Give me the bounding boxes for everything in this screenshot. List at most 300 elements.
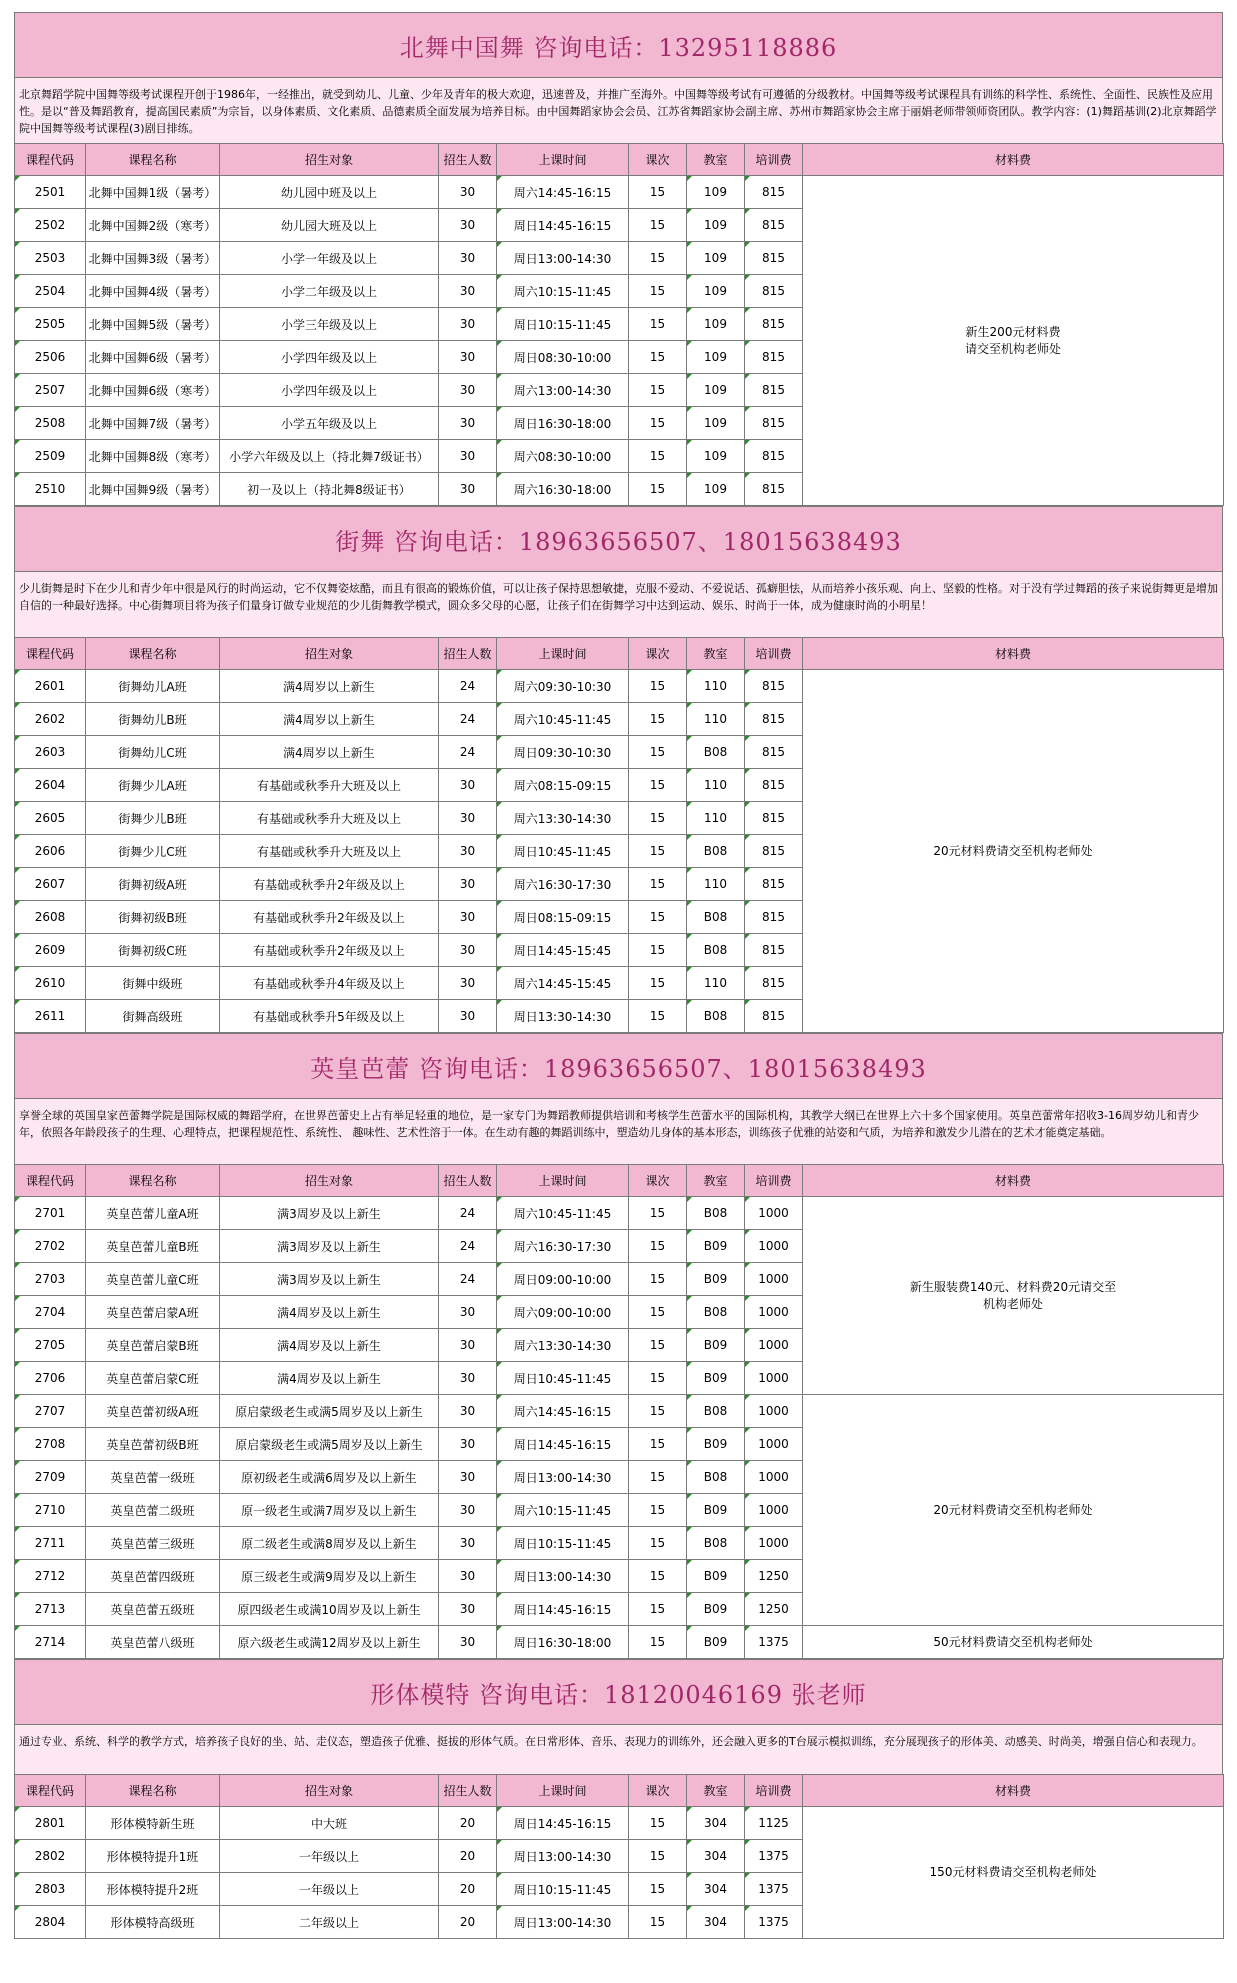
table-cell: 815 [745, 934, 803, 967]
table-cell: 30 [439, 1626, 497, 1659]
table-cell: 北舞中国舞9级（暑考） [86, 473, 220, 506]
table-cell: 815 [745, 1000, 803, 1033]
section-description: 北京舞蹈学院中国舞等级考试课程开创于1986年，一经推出，就受到幼儿、儿童、少年及青年的极大欢迎，迅速普及，并推广至海外。中国舞等级考试有可遵循的分级教材。中国舞等级考试课程具有训练的科学性、系统性、全面性、民族性及应用性。是以“普及舞蹈教育，提高国民素质”为宗旨，以身体素质、文化素质、品德素质全面发展为培养目标。由中国舞蹈家协会会员、江苏省舞蹈家协会副主席、苏州市舞蹈家协会主席于丽娟老师带领师资团队。教学内容：(1)舞蹈基训(2)北京舞蹈学院中国舞等级考试课程(3)剧目排练。 [14, 77, 1223, 143]
column-header: 课程名称 [86, 638, 220, 670]
column-header: 招生人数 [439, 1775, 497, 1807]
table-cell: 街舞幼儿A班 [86, 670, 220, 703]
table-cell: 15 [629, 703, 687, 736]
table-cell: 15 [629, 341, 687, 374]
table-cell: 周日14:45-15:45 [497, 934, 629, 967]
table-cell: 15 [629, 1494, 687, 1527]
table-cell: 30 [439, 967, 497, 1000]
table-cell: 109 [687, 341, 745, 374]
table-cell: 2705 [15, 1329, 86, 1362]
table-cell: 30 [439, 407, 497, 440]
table-cell: 2502 [15, 209, 86, 242]
column-header: 招生人数 [439, 1165, 497, 1197]
table-cell: 2510 [15, 473, 86, 506]
table-cell: 小学一年级及以上 [220, 242, 439, 275]
table-cell: 815 [745, 703, 803, 736]
column-header: 招生对象 [220, 1775, 439, 1807]
table-cell: 30 [439, 308, 497, 341]
column-header: 培训费 [745, 1775, 803, 1807]
table-cell: 15 [629, 1197, 687, 1230]
table-cell: 中大班 [220, 1807, 439, 1840]
table-cell: 24 [439, 1263, 497, 1296]
table-cell: 满4周岁以上新生 [220, 670, 439, 703]
table-cell: 满4周岁及以上新生 [220, 1362, 439, 1395]
table-cell: 周日13:00-14:30 [497, 1906, 629, 1939]
table-cell: 街舞少儿C班 [86, 835, 220, 868]
table-cell: B08 [687, 1527, 745, 1560]
table-cell: 1375 [745, 1873, 803, 1906]
table-cell: 周六08:30-10:00 [497, 440, 629, 473]
table-cell: 815 [745, 473, 803, 506]
table-cell: 周日08:15-09:15 [497, 901, 629, 934]
column-header: 招生人数 [439, 638, 497, 670]
table-cell: 街舞高级班 [86, 1000, 220, 1033]
table-cell: 815 [745, 901, 803, 934]
table-cell: 109 [687, 440, 745, 473]
table-cell: 2708 [15, 1428, 86, 1461]
table-cell: 1000 [745, 1527, 803, 1560]
table-cell: 2801 [15, 1807, 86, 1840]
table-cell: 815 [745, 440, 803, 473]
table-cell: 有基础或秋季升大班及以上 [220, 769, 439, 802]
table-cell: B08 [687, 1197, 745, 1230]
table-cell: 周六14:45-15:45 [497, 967, 629, 1000]
table-cell: 街舞少儿A班 [86, 769, 220, 802]
column-header: 教室 [687, 1775, 745, 1807]
table-cell: 2702 [15, 1230, 86, 1263]
table-cell: 15 [629, 736, 687, 769]
column-header: 课次 [629, 144, 687, 176]
table-cell: 有基础或秋季升5年级及以上 [220, 1000, 439, 1033]
table-cell: 周日10:15-11:45 [497, 308, 629, 341]
section-title: 英皇芭蕾 咨询电话：18963656507、18015638493 [14, 1033, 1223, 1098]
table-cell: B08 [687, 835, 745, 868]
table-cell: 有基础或秋季升大班及以上 [220, 802, 439, 835]
table-cell: 15 [629, 1527, 687, 1560]
table-cell: 满4周岁以上新生 [220, 736, 439, 769]
table-cell: 110 [687, 769, 745, 802]
table-cell: 原启蒙级老生或满5周岁及以上新生 [220, 1428, 439, 1461]
table-cell: 30 [439, 1593, 497, 1626]
table-cell: 周日09:00-10:00 [497, 1263, 629, 1296]
table-cell: 2603 [15, 736, 86, 769]
table-cell: 周六13:00-14:30 [497, 374, 629, 407]
table-cell: 15 [629, 1000, 687, 1033]
table-cell: 30 [439, 1362, 497, 1395]
table-cell: 1000 [745, 1263, 803, 1296]
table-cell: 304 [687, 1873, 745, 1906]
course-table [14, 1774, 1224, 1939]
table-cell: 30 [439, 769, 497, 802]
table-cell: 15 [629, 308, 687, 341]
column-header: 课次 [629, 638, 687, 670]
table-cell: 2503 [15, 242, 86, 275]
table-cell: 2602 [15, 703, 86, 736]
table-cell: 周日14:45-16:15 [497, 1428, 629, 1461]
table-cell: 15 [629, 769, 687, 802]
table-cell: 24 [439, 1230, 497, 1263]
table-cell: B08 [687, 1000, 745, 1033]
table-cell: 30 [439, 1494, 497, 1527]
table-cell: 15 [629, 209, 687, 242]
table-cell: 英皇芭蕾启蒙C班 [86, 1362, 220, 1395]
table-cell: B08 [687, 1461, 745, 1494]
table-cell: 北舞中国舞7级（暑考） [86, 407, 220, 440]
table-cell: 109 [687, 473, 745, 506]
table-cell: 满4周岁及以上新生 [220, 1296, 439, 1329]
table-cell: 15 [629, 176, 687, 209]
section-description: 通过专业、系统、科学的教学方式，培养孩子良好的坐、站、走仪态，塑造孩子优雅、挺拔的形体气质。在日常形体、音乐、表现力的训练外，还会融入更多的T台展示模拟训练，充分展现孩子的形体美、动感美、时尚美，增强自信心和表现力。 [14, 1724, 1223, 1774]
table-cell: B08 [687, 1296, 745, 1329]
table-cell: B09 [687, 1230, 745, 1263]
table-cell: 2506 [15, 341, 86, 374]
column-header: 课程代码 [15, 1775, 86, 1807]
column-header: 课程名称 [86, 1775, 220, 1807]
column-header: 教室 [687, 144, 745, 176]
table-cell: 2605 [15, 802, 86, 835]
column-header: 上课时间 [497, 1775, 629, 1807]
column-header: 招生对象 [220, 144, 439, 176]
table-cell: 周日14:45-16:15 [497, 1593, 629, 1626]
table-cell: 30 [439, 1560, 497, 1593]
column-header: 材料费 [803, 1165, 1224, 1197]
table-header-row [15, 1165, 1224, 1197]
table-cell: 周日10:15-11:45 [497, 1873, 629, 1906]
table-cell: 1375 [745, 1840, 803, 1873]
column-header: 上课时间 [497, 638, 629, 670]
table-cell: 原四级老生或满10周岁及以上新生 [220, 1593, 439, 1626]
table-cell: 1250 [745, 1560, 803, 1593]
table-cell: 110 [687, 703, 745, 736]
table-cell: 周日13:30-14:30 [497, 1000, 629, 1033]
table-cell: 2802 [15, 1840, 86, 1873]
table-cell: 小学二年级及以上 [220, 275, 439, 308]
table-cell: 15 [629, 1296, 687, 1329]
table-cell: 街舞幼儿B班 [86, 703, 220, 736]
table-cell: 30 [439, 209, 497, 242]
table-cell: 15 [629, 1593, 687, 1626]
table-cell: 周日10:15-11:45 [497, 1527, 629, 1560]
table-cell: 形体模特提升2班 [86, 1873, 220, 1906]
table-cell: 1125 [745, 1807, 803, 1840]
table-cell: B09 [687, 1494, 745, 1527]
section-title: 形体模特 咨询电话：18120046169 张老师 [14, 1659, 1223, 1724]
table-cell: 15 [629, 802, 687, 835]
table-cell: 24 [439, 1197, 497, 1230]
table-cell: 英皇芭蕾启蒙B班 [86, 1329, 220, 1362]
table-cell: 小学四年级及以上 [220, 374, 439, 407]
table-cell: 周六08:15-09:15 [497, 769, 629, 802]
table-cell: 2712 [15, 1560, 86, 1593]
table-cell: 街舞初级A班 [86, 868, 220, 901]
table-cell: 1000 [745, 1329, 803, 1362]
table-cell: 有基础或秋季升大班及以上 [220, 835, 439, 868]
table-cell: 15 [629, 1873, 687, 1906]
table-cell: 815 [745, 308, 803, 341]
table-cell: 15 [629, 901, 687, 934]
table-cell: 304 [687, 1840, 745, 1873]
table-cell: 15 [629, 1362, 687, 1395]
table-cell: 一年级以上 [220, 1873, 439, 1906]
table-cell: 英皇芭蕾一级班 [86, 1461, 220, 1494]
course-table [14, 637, 1224, 1033]
table-cell: 1250 [745, 1593, 803, 1626]
column-header: 上课时间 [497, 144, 629, 176]
table-cell: 周六10:45-11:45 [497, 1197, 629, 1230]
column-header: 材料费 [803, 1775, 1224, 1807]
table-cell: 2710 [15, 1494, 86, 1527]
table-cell: 周日09:30-10:30 [497, 736, 629, 769]
material-fee-note: 新生服装费140元、材料费20元请交至 机构老师处 [803, 1197, 1224, 1395]
table-cell: 30 [439, 802, 497, 835]
table-cell: 2607 [15, 868, 86, 901]
table-cell: 15 [629, 374, 687, 407]
table-cell: 15 [629, 868, 687, 901]
table-header-row [15, 638, 1224, 670]
table-cell: 2501 [15, 176, 86, 209]
material-fee-note: 新生200元材料费 请交至机构老师处 [803, 176, 1224, 506]
table-header-row [15, 1775, 1224, 1807]
table-cell: 1000 [745, 1362, 803, 1395]
table-cell: 2507 [15, 374, 86, 407]
table-row [15, 1626, 1224, 1659]
table-cell: 109 [687, 242, 745, 275]
table-cell: 110 [687, 802, 745, 835]
table-cell: 北舞中国舞8级（寒考） [86, 440, 220, 473]
table-row [15, 670, 1224, 703]
table-cell: 2707 [15, 1395, 86, 1428]
column-header: 上课时间 [497, 1165, 629, 1197]
table-cell: 周日13:00-14:30 [497, 242, 629, 275]
table-cell: 110 [687, 868, 745, 901]
table-cell: 形体模特新生班 [86, 1807, 220, 1840]
table-cell: 15 [629, 242, 687, 275]
table-cell: 周六13:30-14:30 [497, 802, 629, 835]
table-cell: 2701 [15, 1197, 86, 1230]
table-header-row [15, 144, 1224, 176]
section-description: 少儿街舞是时下在少儿和青少年中很是风行的时尚运动，它不仅舞姿炫酷，而且有很高的锻炼价值，可以让孩子保持思想敏捷，克服不爱动、不爱说话、孤癖胆怯，从而培养小孩乐观、向上、坚毅的性格。对于没有学过舞蹈的孩子来说街舞更是增加自信的一种最好选择。中心街舞项目将为孩子们量身订做专业规范的少儿街舞教学模式，圆众多父母的心愿，让孩子们在街舞学习中达到运动、娱乐、时尚于一体，成为健康时尚的小明星！ [14, 571, 1223, 637]
column-header: 培训费 [745, 144, 803, 176]
table-cell: 幼儿园中班及以上 [220, 176, 439, 209]
table-cell: 原初级老生或满6周岁及以上新生 [220, 1461, 439, 1494]
table-cell: 周日10:45-11:45 [497, 835, 629, 868]
table-row [15, 1197, 1224, 1230]
table-cell: 周日08:30-10:00 [497, 341, 629, 374]
table-cell: 1375 [745, 1906, 803, 1939]
table-cell: 周六10:15-11:45 [497, 1494, 629, 1527]
column-header: 材料费 [803, 638, 1224, 670]
table-cell: 15 [629, 1626, 687, 1659]
table-cell: 周六09:30-10:30 [497, 670, 629, 703]
table-cell: 15 [629, 1807, 687, 1840]
table-cell: 英皇芭蕾初级B班 [86, 1428, 220, 1461]
table-cell: 2803 [15, 1873, 86, 1906]
table-cell: 原六级老生或满12周岁及以上新生 [220, 1626, 439, 1659]
table-cell: 幼儿园大班及以上 [220, 209, 439, 242]
table-cell: 109 [687, 275, 745, 308]
table-cell: 2714 [15, 1626, 86, 1659]
table-cell: 2609 [15, 934, 86, 967]
table-cell: 815 [745, 736, 803, 769]
table-cell: 英皇芭蕾三级班 [86, 1527, 220, 1560]
column-header: 培训费 [745, 638, 803, 670]
table-cell: 109 [687, 407, 745, 440]
table-cell: 原启蒙级老生或满5周岁及以上新生 [220, 1395, 439, 1428]
table-cell: 周六14:45-16:15 [497, 1395, 629, 1428]
table-cell: 英皇芭蕾初级A班 [86, 1395, 220, 1428]
table-cell: 30 [439, 176, 497, 209]
column-header: 课次 [629, 1775, 687, 1807]
table-cell: 815 [745, 407, 803, 440]
table-cell: 2604 [15, 769, 86, 802]
table-cell: 满4周岁及以上新生 [220, 1329, 439, 1362]
table-cell: 20 [439, 1873, 497, 1906]
material-fee-note: 50元材料费请交至机构老师处 [803, 1626, 1224, 1659]
table-cell: 815 [745, 769, 803, 802]
section-title: 北舞中国舞 咨询电话：13295118886 [14, 12, 1223, 77]
table-cell: 周日16:30-18:00 [497, 1626, 629, 1659]
table-cell: 周日14:45-16:15 [497, 1807, 629, 1840]
table-cell: 英皇芭蕾五级班 [86, 1593, 220, 1626]
table-cell: 815 [745, 835, 803, 868]
table-cell: 周日13:00-14:30 [497, 1461, 629, 1494]
table-cell: 304 [687, 1906, 745, 1939]
column-header: 课程名称 [86, 1165, 220, 1197]
table-cell: 周日10:45-11:45 [497, 1362, 629, 1395]
table-cell: 小学三年级及以上 [220, 308, 439, 341]
table-cell: 30 [439, 1329, 497, 1362]
table-cell: 30 [439, 1000, 497, 1033]
column-header: 课程代码 [15, 1165, 86, 1197]
table-cell: 街舞初级B班 [86, 901, 220, 934]
table-cell: 2804 [15, 1906, 86, 1939]
table-cell: 小学四年级及以上 [220, 341, 439, 374]
table-cell: 英皇芭蕾儿童A班 [86, 1197, 220, 1230]
column-header: 培训费 [745, 1165, 803, 1197]
table-cell: 满4周岁以上新生 [220, 703, 439, 736]
table-cell: 周六16:30-17:30 [497, 868, 629, 901]
table-cell: 1000 [745, 1197, 803, 1230]
table-cell: 24 [439, 736, 497, 769]
table-row [15, 176, 1224, 209]
table-cell: 1000 [745, 1494, 803, 1527]
table-cell: 2504 [15, 275, 86, 308]
table-cell: 2508 [15, 407, 86, 440]
table-cell: 30 [439, 374, 497, 407]
table-cell: 小学五年级及以上 [220, 407, 439, 440]
table-cell: 北舞中国舞5级（暑考） [86, 308, 220, 341]
table-cell: B08 [687, 901, 745, 934]
table-cell: 1000 [745, 1230, 803, 1263]
table-cell: B09 [687, 1263, 745, 1296]
course-catalog [14, 12, 1223, 1939]
table-cell: 30 [439, 341, 497, 374]
table-cell: 15 [629, 440, 687, 473]
table-cell: 1375 [745, 1626, 803, 1659]
table-cell: 原二级老生或满8周岁及以上新生 [220, 1527, 439, 1560]
table-cell: 周日16:30-18:00 [497, 407, 629, 440]
section-description: 享誉全球的英国皇家芭蕾舞学院是国际权威的舞蹈学府，在世界芭蕾史上占有举足轻重的地位，是一家专门为舞蹈教师提供培训和考核学生芭蕾水平的国际机构，其教学大纲已在世界上六十多个国家使用。英皇芭蕾常年招收3-16周岁幼儿和青少年，依照各年龄段孩子的生理、心理特点，把课程规范性、系统性、 趣味性、艺术性溶于一体。在生动有趣的舞蹈训练中，塑造幼儿身体的基本形态，训练孩子优雅的站姿和气质，为培养和激发少儿潜在的艺术才能奠定基础。 [14, 1098, 1223, 1164]
table-cell: 北舞中国舞1级（暑考） [86, 176, 220, 209]
table-cell: 周六16:30-18:00 [497, 473, 629, 506]
table-cell: 815 [745, 374, 803, 407]
table-cell: 北舞中国舞6级（暑考） [86, 341, 220, 374]
table-cell: 北舞中国舞4级（暑考） [86, 275, 220, 308]
table-cell: 有基础或秋季升2年级及以上 [220, 934, 439, 967]
table-cell: 2610 [15, 967, 86, 1000]
table-cell: 30 [439, 1527, 497, 1560]
table-cell: 有基础或秋季升4年级及以上 [220, 967, 439, 1000]
table-cell: B09 [687, 1593, 745, 1626]
table-cell: 初一及以上（持北舞8级证书） [220, 473, 439, 506]
table-cell: 15 [629, 670, 687, 703]
table-cell: 周日13:00-14:30 [497, 1560, 629, 1593]
table-cell: 815 [745, 670, 803, 703]
table-cell: 有基础或秋季升2年级及以上 [220, 868, 439, 901]
table-cell: 304 [687, 1807, 745, 1840]
table-cell: 二年级以上 [220, 1906, 439, 1939]
table-cell: 北舞中国舞3级（暑考） [86, 242, 220, 275]
column-header: 招生对象 [220, 1165, 439, 1197]
table-cell: 2611 [15, 1000, 86, 1033]
table-cell: 街舞中级班 [86, 967, 220, 1000]
material-fee-note: 150元材料费请交至机构老师处 [803, 1807, 1224, 1939]
table-cell: 30 [439, 1296, 497, 1329]
table-cell: 30 [439, 934, 497, 967]
table-cell: B09 [687, 1428, 745, 1461]
table-cell: 周六10:45-11:45 [497, 703, 629, 736]
table-cell: B08 [687, 736, 745, 769]
table-cell: 英皇芭蕾儿童B班 [86, 1230, 220, 1263]
table-cell: 1000 [745, 1296, 803, 1329]
table-cell: 110 [687, 670, 745, 703]
table-cell: 20 [439, 1840, 497, 1873]
table-cell: 街舞初级C班 [86, 934, 220, 967]
table-cell: 30 [439, 242, 497, 275]
table-cell: 2608 [15, 901, 86, 934]
table-cell: 15 [629, 1263, 687, 1296]
table-cell: 英皇芭蕾启蒙A班 [86, 1296, 220, 1329]
table-cell: 30 [439, 440, 497, 473]
table-cell: 815 [745, 802, 803, 835]
table-cell: 15 [629, 1395, 687, 1428]
table-cell: 1000 [745, 1395, 803, 1428]
table-row [15, 1395, 1224, 1428]
table-cell: 一年级以上 [220, 1840, 439, 1873]
table-cell: 原一级老生或满7周岁及以上新生 [220, 1494, 439, 1527]
course-table [14, 143, 1224, 506]
column-header: 课程代码 [15, 144, 86, 176]
table-cell: 周日13:00-14:30 [497, 1840, 629, 1873]
table-cell: 形体模特高级班 [86, 1906, 220, 1939]
table-cell: 英皇芭蕾八级班 [86, 1626, 220, 1659]
material-fee-note: 20元材料费请交至机构老师处 [803, 670, 1224, 1033]
table-cell: 109 [687, 209, 745, 242]
table-cell: 15 [629, 1428, 687, 1461]
table-cell: 109 [687, 374, 745, 407]
table-cell: B08 [687, 1395, 745, 1428]
table-cell: 英皇芭蕾四级班 [86, 1560, 220, 1593]
table-cell: 815 [745, 868, 803, 901]
table-cell: 30 [439, 901, 497, 934]
table-cell: 满3周岁及以上新生 [220, 1197, 439, 1230]
table-cell: 2505 [15, 308, 86, 341]
table-cell: 15 [629, 1230, 687, 1263]
